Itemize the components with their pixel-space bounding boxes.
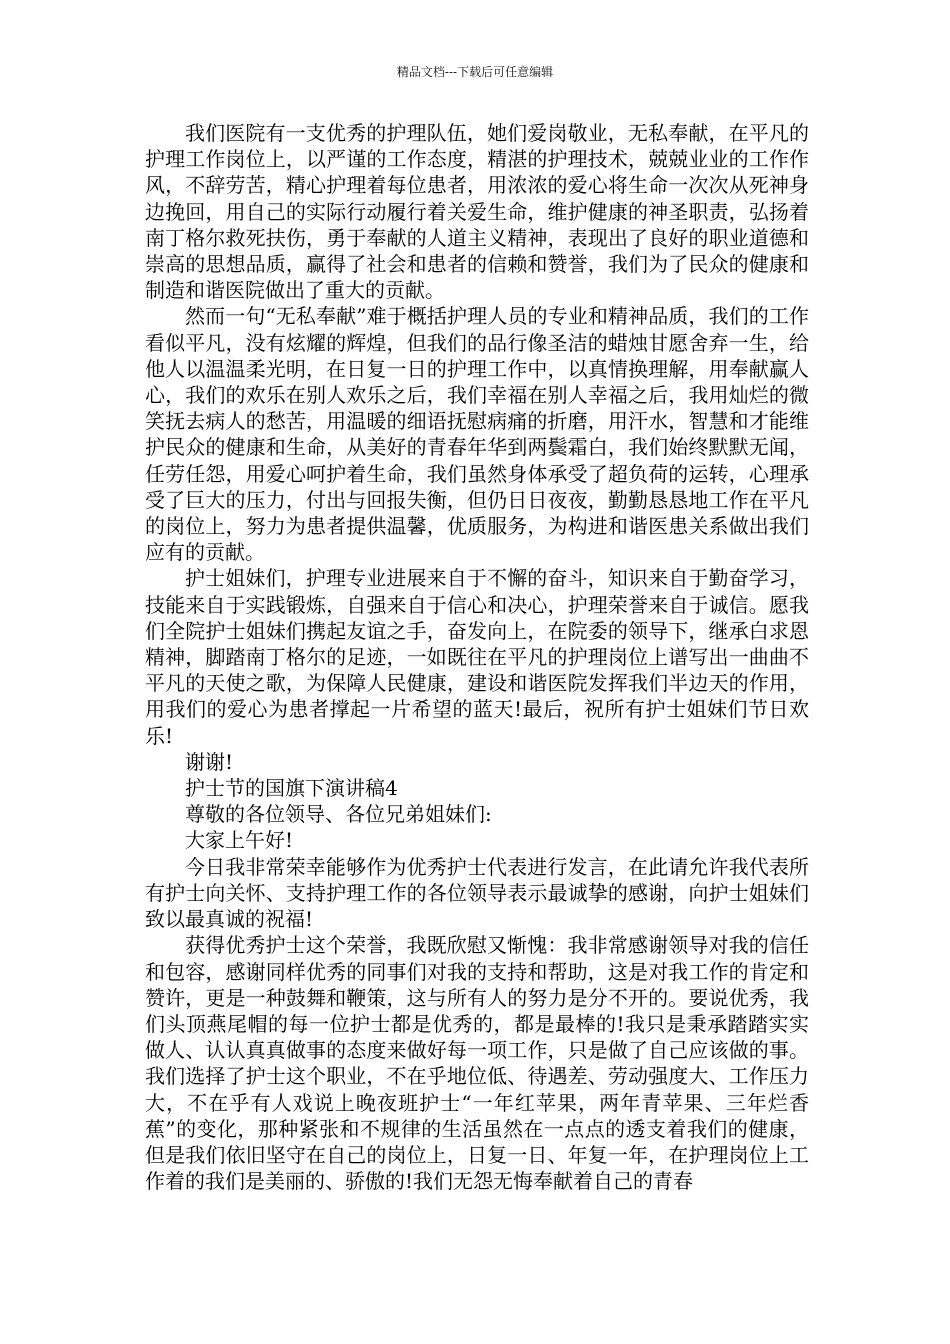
paragraph: 护士姐妹们，护理专业进展来自于不懈的奋斗，知识来自于勤奋学习，技能来自于实践锻炼，自强来自于信心和决心，护理荣誉来自于诚信。愿我们全院护士姐妹们携起友谊之手，奋发向上，在院委的领导下，继承白求恩精神，脚踏南丁格尔的足迹，一如既往在平凡的护理岗位上谱写出一曲曲不平凡的天使之歌，为保障人民健康，建设和谐医院发挥我们半边天的作用，用我们的爱心为患者撑起一片希望的蓝天!最后，祝所有护士姐妹们节日欢乐! (145, 566, 809, 748)
paragraph: 然而一句“无私奉献”难于概括护理人员的专业和精神品质，我们的工作看似平凡，没有炫耀的辉煌，但我们的品行像圣洁的蜡烛甘愿舍弃一生，给他人以温温柔光明，在日复一日的护理工作中，以真情换理解，用奉献赢人心，我们的欢乐在别人欢乐之后，我们幸福在别人幸福之后，我用灿烂的微笑抚去病人的愁苦，用温暖的细语抚慰病痛的折磨，用汗水，智慧和才能维护民众的健康和生命，从美好的青春年华到两鬓霜白，我们始终默默无闻，任劳任怨，用爱心呵护着生命，我们虽然身体承受了超负荷的运转，心理承受了巨大的压力，付出与回报失衡，但仍日日夜夜，勤勤恳恳地工作在平凡的岗位上，努力为患者提供温馨，优质服务，为构进和谐医患关系做出我们应有的贡献。 (145, 304, 809, 565)
paragraph: 获得优秀护士这个荣誉，我既欣慰又惭愧：我非常感谢领导对我的信任和包容，感谢同样优秀的同事们对我的支持和帮助，这是对我工作的肯定和赞许，更是一种鼓舞和鞭策，这与所有人的努力是分不开的。要说优秀，我们头顶燕尾帽的每一位护士都是优秀的，都是最棒的!我只是秉承踏踏实实做人、认认真真做事的态度来做好每一项工作，只是做了自己应该做的事。我们选择了护士这个职业，不在乎地位低、待遇差、劳动强度大、工作压力大，不在乎有人戏说上晚夜班护士“一年红苹果，两年青苹果、三年烂香蕉”的变化，那种紧张和不规律的生活虽然在一点点的透支着我们的健康，但是我们依旧坚守在自己的岗位上，日复一日、年复一年，在护理岗位上工作着的我们是美丽的、骄傲的!我们无怨无悔奉献着自己的青春 (145, 933, 809, 1194)
closing-thanks: 谢谢! (185, 749, 234, 774)
page-header: 精品文档---下载后可任意编辑 (396, 65, 554, 79)
paragraph: 今日我非常荣幸能够作为优秀护士代表进行发言，在此请允许我代表所有护士向关怀、支持护理工作的各位领导表示最诚挚的感谢，向护士姐妹们致以最真诚的祝福! (145, 854, 809, 932)
document-body (145, 120, 809, 1194)
greeting: 大家上午好! (185, 828, 294, 853)
section-title: 护士节的国旗下演讲稿4 (185, 776, 398, 801)
salutation: 尊敬的各位领导、各位兄弟姐妹们: (185, 802, 492, 827)
paragraph: 我们医院有一支优秀的护理队伍，她们爱岗敬业，无私奉献，在平凡的护理工作岗位上，以严谨的工作态度，精湛的护理技术，兢兢业业的工作作风，不辞劳苦，精心护理着每位患者，用浓浓的爱心将生命一次次从死神身边挽回，用自己的实际行动履行着关爱生命，维护健康的神圣职责，弘扬着南丁格尔救死扶伤，勇于奉献的人道主义精神，表现出了良好的职业道德和崇高的思想品质，赢得了社会和患者的信赖和赞誉，我们为了民众的健康和制造和谐医院做出了重大的贡献。 (145, 121, 809, 303)
